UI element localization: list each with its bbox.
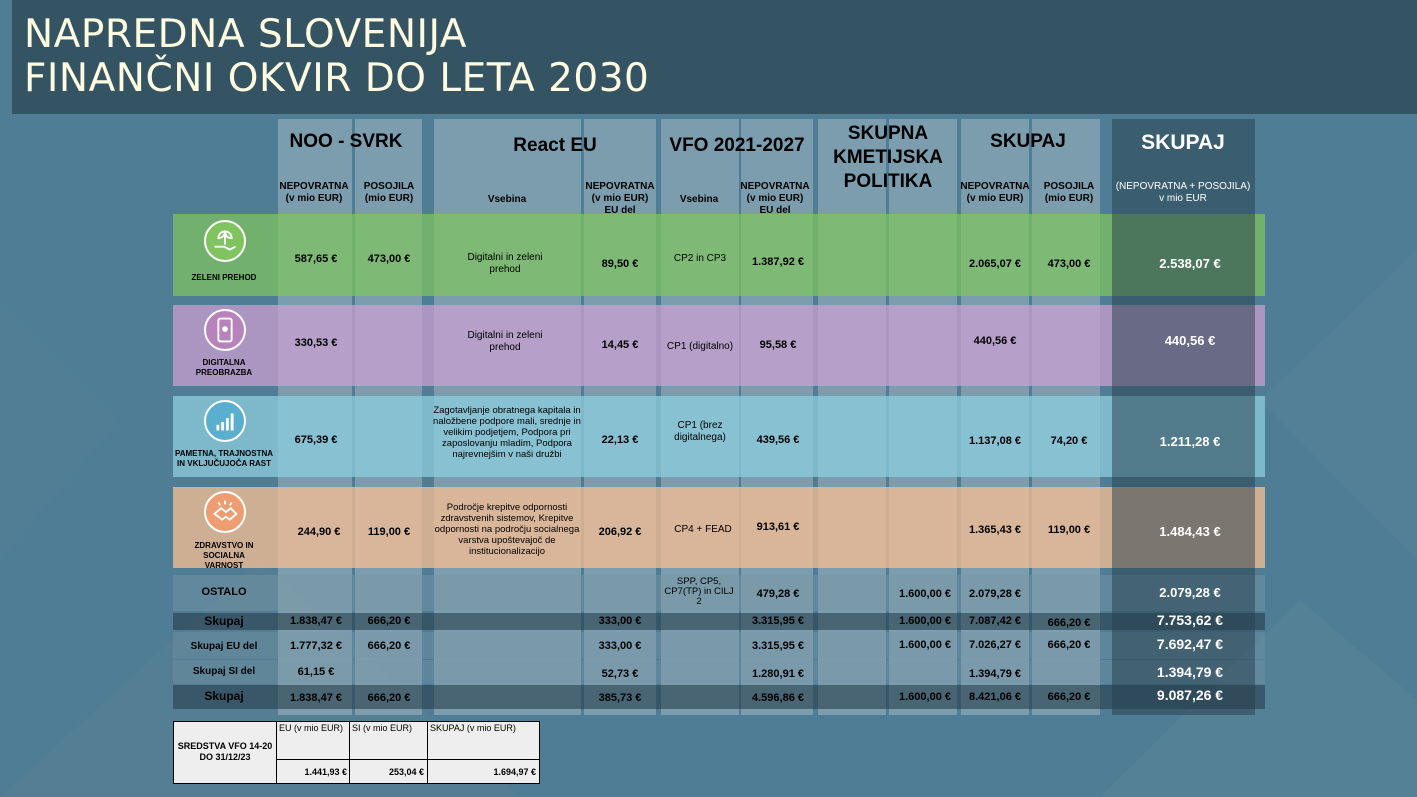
cell-vfo-vsebina: CP2 in CP3 [673, 253, 727, 264]
summary-label: Skupaj SI del [192, 666, 256, 677]
sub-total: (NEPOVRATNA + POSOJILA) v mio EUR [1115, 181, 1251, 204]
cell-total: 1.394,79 € [1156, 664, 1224, 680]
vfo1420-eu-header: EU (v mio EUR) [279, 723, 344, 733]
cell-vfo-nep: 4.596,86 € [752, 692, 804, 704]
vfo1420-si-value: 253,04 € [388, 767, 424, 777]
cell-sk-nep: 440,56 € [973, 335, 1017, 347]
cell-react-nep: 385,73 € [598, 692, 642, 704]
smartphone-icon [204, 309, 246, 351]
cell-sk-nep: 2.065,07 € [969, 258, 1021, 270]
title-line-1: NAPREDNA SLOVENIJA [24, 12, 467, 57]
vfo1420-skupaj-header: SKUPAJ (v mio EUR) [430, 723, 516, 733]
row-label-zeleni: ZELENI PREHOD [191, 273, 257, 282]
cell-react-vsebina: Digitalni in zeleni prehod [467, 330, 543, 353]
cell-skp: 1.600,00 € [899, 615, 951, 627]
cell-react-nep: 333,00 € [598, 615, 642, 627]
vfo1420-si-header: SI (v mio EUR) [352, 723, 413, 733]
cell-noo-nep: 330,53 € [294, 337, 338, 349]
cell-react-nep: 333,00 € [598, 640, 642, 652]
row-label-pametna: PAMETNA, TRAJNOSTNA IN VKLJUČUJOČA RAST [174, 449, 274, 468]
cell-total: 9.087,26 € [1156, 687, 1224, 703]
cell-vfo-vsebina: SPP, CP5, CP7(TP) in CILJ 2 [664, 576, 734, 607]
cell-vfo-nep: 3.315,95 € [752, 640, 804, 652]
cell-react-vsebina: Zagotavljanje obratnega kapitala in naložbene podpore mali, srednje in velikim podjetjem, Podpora pri zaposlovanju mladim, Podpora najrevnejšim v naši družbi [433, 405, 581, 460]
header-noo: NOO - SVRK [289, 131, 403, 152]
header-skupaj: SKUPAJ [990, 131, 1066, 152]
cell-total: 1.211,28 € [1159, 434, 1221, 449]
sub-react-nep: NEPOVRATNA (v mio EUR) EU del [585, 181, 655, 216]
cell-sk-nep: 1.365,43 € [969, 524, 1021, 536]
cell-total: 2.079,28 € [1159, 585, 1221, 600]
summary-label: Skupaj [204, 689, 244, 703]
cell-react-nep: 14,45 € [601, 339, 639, 351]
header-skp: SKUPNA KMETIJSKA POLITIKA [833, 123, 943, 192]
cell-sk-pos: 119,00 € [1047, 524, 1091, 536]
cell-sk-pos: 74,20 € [1050, 435, 1088, 447]
cell-vfo-vsebina: CP4 + FEAD [674, 524, 732, 535]
cell-skp: 1.600,00 € [899, 639, 951, 651]
cell-react-nep: 89,50 € [601, 258, 639, 270]
summary-label: Skupaj EU del [190, 641, 258, 652]
cell-vfo-nep: 95,58 € [759, 339, 797, 351]
header-react: React EU [513, 135, 597, 156]
cell-vfo-vsebina: CP1 (digitalno) [666, 341, 734, 352]
sub-sk-pos: POSOJILA (mio EUR) [1043, 181, 1095, 204]
header-skupaj-total: SKUPAJ [1141, 131, 1225, 154]
plant-hand-icon [204, 220, 246, 262]
vfo1420-table [173, 721, 540, 784]
title-band [12, 0, 1417, 114]
cell-noo-pos: 666,20 € [367, 640, 411, 652]
cell-noo-pos: 473,00 € [367, 253, 411, 265]
cell-total: 2.538,07 € [1159, 256, 1221, 271]
cell-noo-nep: 587,65 € [294, 253, 338, 265]
cell-vfo-nep: 439,56 € [756, 434, 800, 446]
cell-react-vsebina: Digitalni in zeleni prehod [467, 252, 543, 275]
cell-total: 7.753,62 € [1156, 612, 1224, 628]
sub-vfo-nep: NEPOVRATNA (v mio EUR) EU del [740, 181, 810, 216]
handshake-icon [204, 491, 246, 533]
cell-sk-pos: 666,20 € [1047, 639, 1091, 651]
cell-noo-nep: 1.838,47 € [290, 615, 342, 627]
row-label-zdravstvo: ZDRAVSTVO IN SOCIALNA VARNOST [194, 541, 254, 570]
cell-noo-pos: 119,00 € [367, 526, 411, 538]
sub-sk-nep: NEPOVRATNA (v mio EUR) [960, 181, 1030, 204]
cell-vfo-nep: 1.387,92 € [752, 256, 804, 268]
cell-sk-nep: 2.079,28 € [969, 588, 1021, 600]
summary-label: Skupaj [204, 614, 244, 628]
cell-sk-pos: 473,00 € [1047, 258, 1091, 270]
cell-sk-nep: 7.026,27 € [969, 639, 1021, 651]
row-si-bg [173, 660, 1265, 684]
cell-total: 1.484,43 € [1159, 524, 1221, 539]
cell-vfo-nep: 913,61 € [756, 521, 800, 533]
row-label-ostalo: OSTALO [201, 586, 247, 598]
title-line-2: FINANČNI OKVIR DO LETA 2030 [24, 56, 650, 101]
row-label-digitalna: DIGITALNA PREOBRAZBA [195, 358, 253, 377]
cell-react-nep: 22,13 € [601, 434, 639, 446]
growth-chart-icon [204, 400, 246, 442]
vfo1420-skupaj-value: 1.694,97 € [493, 767, 536, 777]
cell-sk-nep: 1.394,79 € [969, 668, 1021, 680]
cell-vfo-nep: 479,28 € [756, 588, 800, 600]
cell-noo-pos: 666,20 € [367, 615, 411, 627]
cell-total: 440,56 € [1164, 333, 1216, 348]
cell-sk-pos: 666,20 € [1047, 617, 1091, 629]
cell-vfo-nep: 3.315,95 € [752, 615, 804, 627]
cell-skp: 1.600,00 € [899, 588, 951, 600]
vfo1420-eu-value: 1.441,93 € [304, 767, 347, 777]
cell-noo-nep: 675,39 € [294, 434, 338, 446]
cell-sk-nep: 1.137,08 € [969, 435, 1021, 447]
sub-vfo-vsebina: Vsebina [679, 194, 719, 205]
cell-noo-nep: 61,15 € [297, 666, 335, 678]
cell-noo-nep: 244,90 € [297, 526, 341, 538]
cell-sk-nep: 8.421,06 € [969, 691, 1021, 703]
cell-react-vsebina: Področje krepitve odpornosti zdravstvenih sistemov, Krepitve odpornosti na področju socialnega varstva upoštevajoč de institucionalizacijo [434, 502, 580, 557]
cell-sk-nep: 7.087,42 € [969, 615, 1021, 627]
cell-vfo-nep: 1.280,91 € [752, 668, 804, 680]
cell-react-nep: 206,92 € [598, 526, 642, 538]
cell-noo-nep: 1.838,47 € [290, 692, 342, 704]
header-vfo: VFO 2021-2027 [669, 135, 805, 156]
vfo1420-label: SREDSTVA VFO 14-20 DO 31/12/23 [177, 741, 273, 762]
cell-skp: 1.600,00 € [899, 691, 951, 703]
cell-noo-pos: 666,20 € [367, 692, 411, 704]
cell-react-nep: 52,73 € [601, 668, 639, 680]
sub-react-vsebina: Vsebina [487, 194, 527, 205]
cell-sk-pos: 666,20 € [1047, 691, 1091, 703]
cell-total: 7.692,47 € [1156, 636, 1224, 652]
sub-noo-pos: POSOJILA (mio EUR) [363, 181, 415, 204]
cell-noo-nep: 1.777,32 € [290, 640, 342, 652]
cell-vfo-vsebina: CP1 (brez digitalnega) [674, 420, 726, 443]
sub-noo-nep: NEPOVRATNA (v mio EUR) [279, 181, 349, 204]
